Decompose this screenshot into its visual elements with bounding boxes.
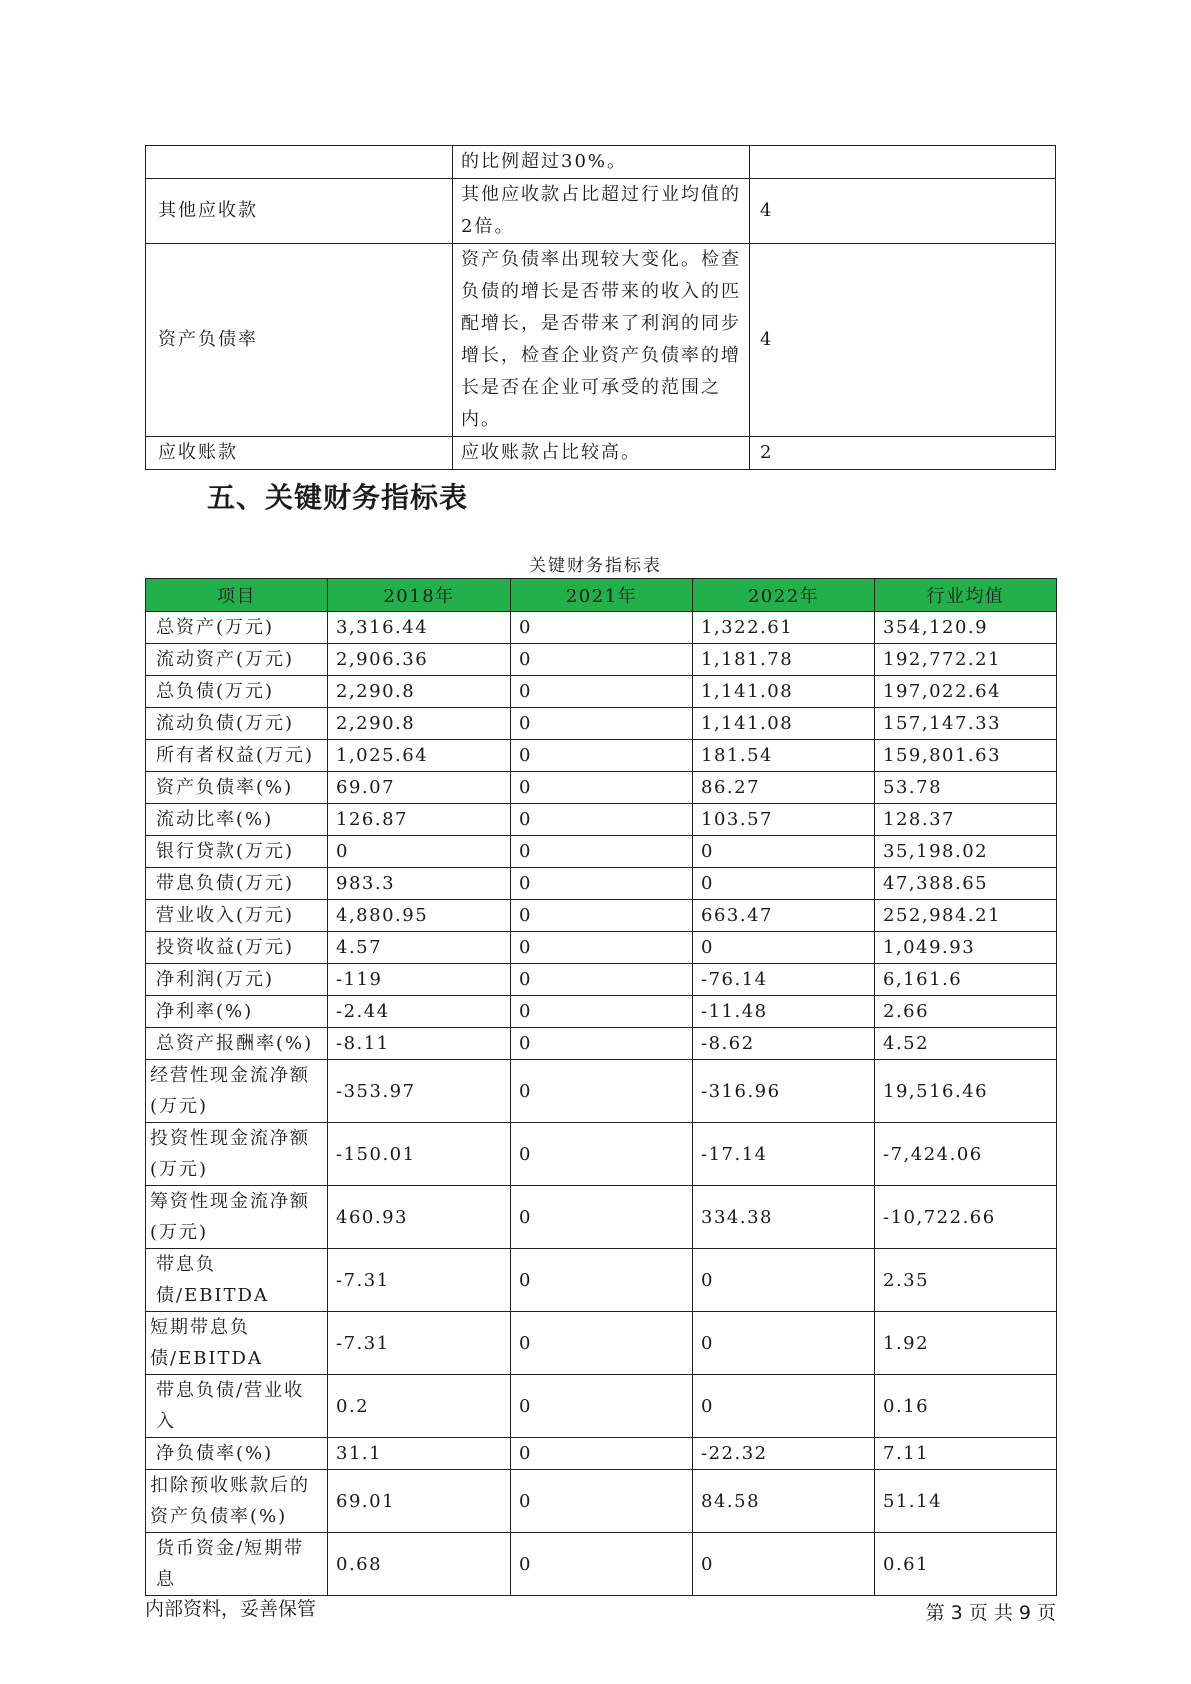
value-cell: 0 (693, 1375, 875, 1438)
table-header-row (146, 579, 1057, 612)
row-label-cell: 流动比率(%) (146, 804, 328, 836)
value-cell: -10,722.66 (875, 1186, 1057, 1249)
value-cell: 126.87 (328, 804, 511, 836)
row-label-cell: 总负债(万元) (146, 676, 328, 708)
value-cell: 0 (693, 1533, 875, 1596)
table-caption: 关键财务指标表 (529, 556, 662, 576)
value-cell: 192,772.21 (875, 644, 1057, 676)
value-cell: 0 (511, 612, 693, 644)
value-cell: 0 (511, 1438, 693, 1470)
row-label-cell: 带息负债/营业收入 (146, 1375, 328, 1438)
value-cell: 0 (511, 676, 693, 708)
value-cell: 197,022.64 (875, 676, 1057, 708)
row-label-cell: 流动负债(万元) (146, 708, 328, 740)
column-header: 行业均值 (875, 579, 1057, 612)
value-cell: 4.52 (875, 1028, 1057, 1060)
row-label-cell: 净利率(%) (146, 996, 328, 1028)
column-header: 2018年 (328, 579, 511, 612)
risk-desc-cell: 应收账款占比较高。 (453, 437, 750, 470)
value-cell: 31.1 (328, 1438, 511, 1470)
value-cell: -7.31 (328, 1312, 511, 1375)
value-cell: 159,801.63 (875, 740, 1057, 772)
value-cell: 0 (693, 1249, 875, 1312)
value-cell: 0 (511, 1533, 693, 1596)
value-cell: 4,880.95 (328, 900, 511, 932)
value-cell: 128.37 (875, 804, 1057, 836)
table-row (146, 708, 1057, 740)
value-cell: 1,025.64 (328, 740, 511, 772)
risk-score-cell (750, 146, 1056, 179)
value-cell: -8.62 (693, 1028, 875, 1060)
value-cell: 0 (511, 996, 693, 1028)
table-row (146, 964, 1057, 996)
value-cell: -119 (328, 964, 511, 996)
value-cell: -7.31 (328, 1249, 511, 1312)
value-cell: 51.14 (875, 1470, 1057, 1533)
value-cell: -76.14 (693, 964, 875, 996)
table-row (146, 612, 1057, 644)
value-cell: 0 (511, 740, 693, 772)
value-cell: 157,147.33 (875, 708, 1057, 740)
row-label-cell: 经营性现金流净额(万元) (146, 1060, 328, 1123)
value-cell: 0 (511, 1375, 693, 1438)
value-cell: -2.44 (328, 996, 511, 1028)
value-cell: 0 (511, 1470, 693, 1533)
table-row (146, 1028, 1057, 1060)
table-row (146, 996, 1057, 1028)
table-row (146, 740, 1057, 772)
table-row (146, 836, 1057, 868)
value-cell: 1.92 (875, 1312, 1057, 1375)
value-cell: 0 (693, 932, 875, 964)
table-row (146, 804, 1057, 836)
table-row (146, 932, 1057, 964)
value-cell: 0 (511, 1060, 693, 1123)
table-row (146, 1375, 1057, 1438)
value-cell: 0 (511, 932, 693, 964)
value-cell: 0 (511, 836, 693, 868)
value-cell: 0 (511, 644, 693, 676)
value-cell: 53.78 (875, 772, 1057, 804)
table-row (146, 179, 1056, 244)
value-cell: 0 (511, 868, 693, 900)
row-label-cell: 带息负债/EBITDA (146, 1249, 328, 1312)
table-row (146, 1186, 1057, 1249)
row-label-cell: 带息负债(万元) (146, 868, 328, 900)
value-cell: -22.32 (693, 1438, 875, 1470)
value-cell: -7,424.06 (875, 1123, 1057, 1186)
row-label-cell: 净负债率(%) (146, 1438, 328, 1470)
value-cell: 0 (693, 1312, 875, 1375)
row-label-cell: 货币资金/短期带息 (146, 1533, 328, 1596)
risk-item-cell: 资产负债率 (146, 244, 453, 437)
table-row (146, 1312, 1057, 1375)
row-label-cell: 筹资性现金流净额(万元) (146, 1186, 328, 1249)
table-row (146, 868, 1057, 900)
value-cell: 0 (511, 804, 693, 836)
row-label-cell: 总资产(万元) (146, 612, 328, 644)
row-label-cell: 投资收益(万元) (146, 932, 328, 964)
value-cell: 0 (511, 1123, 693, 1186)
table-row (146, 1470, 1057, 1533)
risk-indicator-table (145, 145, 1056, 470)
risk-score-cell: 2 (750, 437, 1056, 470)
value-cell: 1,181.78 (693, 644, 875, 676)
value-cell: 2.35 (875, 1249, 1057, 1312)
footer-confidential-note: 内部资料，妥善保管 (145, 1598, 317, 1620)
value-cell: 69.01 (328, 1470, 511, 1533)
value-cell: 0.2 (328, 1375, 511, 1438)
value-cell: 0 (511, 708, 693, 740)
row-label-cell: 流动资产(万元) (146, 644, 328, 676)
value-cell: 2,290.8 (328, 676, 511, 708)
column-header: 2021年 (511, 579, 693, 612)
row-label-cell: 投资性现金流净额(万元) (146, 1123, 328, 1186)
value-cell: 69.07 (328, 772, 511, 804)
value-cell: 0 (511, 1312, 693, 1375)
table-row (146, 772, 1057, 804)
risk-item-cell: 应收账款 (146, 437, 453, 470)
risk-score-cell: 4 (750, 179, 1056, 244)
risk-desc-cell: 资产负债率出现较大变化。检查负债的增长是否带来的收入的匹配增长，是否带来了利润的同步增长，检查企业资产负债率的增长是否在企业可承受的范围之内。 (453, 244, 750, 437)
value-cell: 0.68 (328, 1533, 511, 1596)
value-cell: 0 (511, 1249, 693, 1312)
table-row (146, 1060, 1057, 1123)
value-cell: 0.16 (875, 1375, 1057, 1438)
section-title: 五、关键财务指标表 (207, 481, 469, 514)
value-cell: 0 (511, 1028, 693, 1060)
value-cell: -316.96 (693, 1060, 875, 1123)
value-cell: 6,161.6 (875, 964, 1057, 996)
value-cell: 0 (693, 868, 875, 900)
value-cell: 663.47 (693, 900, 875, 932)
value-cell: 19,516.46 (875, 1060, 1057, 1123)
value-cell: 0 (511, 900, 693, 932)
risk-item-cell (146, 146, 453, 179)
value-cell: 252,984.21 (875, 900, 1057, 932)
value-cell: 460.93 (328, 1186, 511, 1249)
risk-desc-cell: 其他应收款占比超过行业均值的2倍。 (453, 179, 750, 244)
row-label-cell: 扣除预收账款后的资产负债率(%) (146, 1470, 328, 1533)
value-cell: -353.97 (328, 1060, 511, 1123)
value-cell: -17.14 (693, 1123, 875, 1186)
value-cell: 7.11 (875, 1438, 1057, 1470)
value-cell: 334.38 (693, 1186, 875, 1249)
value-cell: 3,316.44 (328, 612, 511, 644)
column-header: 项目 (146, 579, 328, 612)
value-cell: 0 (693, 836, 875, 868)
table-row (146, 1438, 1057, 1470)
row-label-cell: 资产负债率(%) (146, 772, 328, 804)
value-cell: 1,141.08 (693, 708, 875, 740)
row-label-cell: 所有者权益(万元) (146, 740, 328, 772)
table-row (146, 1249, 1057, 1312)
risk-desc-cell: 的比例超过30%。 (453, 146, 750, 179)
risk-item-cell: 其他应收款 (146, 179, 453, 244)
table-row (146, 900, 1057, 932)
value-cell: 0 (511, 964, 693, 996)
value-cell: 181.54 (693, 740, 875, 772)
row-label-cell: 营业收入(万元) (146, 900, 328, 932)
value-cell: 35,198.02 (875, 836, 1057, 868)
value-cell: 0 (511, 1186, 693, 1249)
value-cell: 2,906.36 (328, 644, 511, 676)
value-cell: 0 (328, 836, 511, 868)
value-cell: 86.27 (693, 772, 875, 804)
row-label-cell: 总资产报酬率(%) (146, 1028, 328, 1060)
value-cell: 47,388.65 (875, 868, 1057, 900)
row-label-cell: 短期带息负债/EBITDA (146, 1312, 328, 1375)
value-cell: 983.3 (328, 868, 511, 900)
table-row (146, 1533, 1057, 1596)
value-cell: 103.57 (693, 804, 875, 836)
table-row (146, 146, 1056, 179)
table-row (146, 437, 1056, 470)
table-row (146, 244, 1056, 437)
table-row (146, 644, 1057, 676)
footer-page-number: 第 3 页 共 9 页 (925, 1602, 1056, 1624)
table-row (146, 1123, 1057, 1186)
value-cell: 2.66 (875, 996, 1057, 1028)
risk-score-cell: 4 (750, 244, 1056, 437)
value-cell: 0 (511, 772, 693, 804)
key-financial-indicators-table (145, 578, 1057, 1596)
value-cell: 1,322.61 (693, 612, 875, 644)
value-cell: -150.01 (328, 1123, 511, 1186)
row-label-cell: 净利润(万元) (146, 964, 328, 996)
column-header: 2022年 (693, 579, 875, 612)
value-cell: 1,049.93 (875, 932, 1057, 964)
kfi-table-body (146, 612, 1057, 1596)
value-cell: 1,141.08 (693, 676, 875, 708)
table-row (146, 676, 1057, 708)
value-cell: -8.11 (328, 1028, 511, 1060)
row-label-cell: 银行贷款(万元) (146, 836, 328, 868)
value-cell: -11.48 (693, 996, 875, 1028)
value-cell: 0.61 (875, 1533, 1057, 1596)
value-cell: 2,290.8 (328, 708, 511, 740)
value-cell: 84.58 (693, 1470, 875, 1533)
value-cell: 354,120.9 (875, 612, 1057, 644)
value-cell: 4.57 (328, 932, 511, 964)
